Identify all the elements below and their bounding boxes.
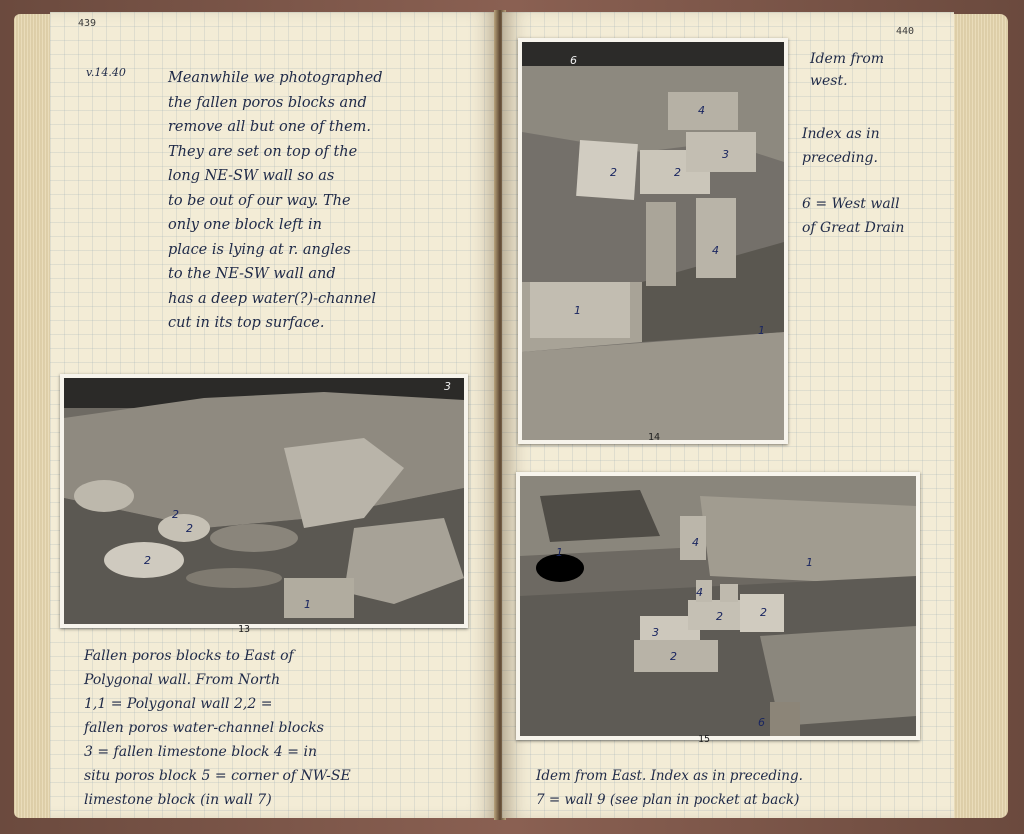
photo-15-number: 15 [698, 734, 711, 745]
entry-date: v.14.40 [86, 66, 126, 79]
svg-text:2: 2 [144, 554, 151, 567]
photo-13-number: 13 [238, 624, 251, 635]
svg-text:6: 6 [570, 54, 577, 67]
photo-15-image [520, 476, 916, 736]
svg-text:2: 2 [670, 650, 677, 663]
svg-text:2: 2 [186, 522, 193, 535]
note-index: Index as in preceding. [802, 126, 880, 166]
page-edges-right [950, 14, 1008, 818]
svg-text:4: 4 [712, 244, 719, 257]
svg-text:3: 3 [652, 626, 659, 639]
svg-text:1: 1 [556, 546, 563, 559]
svg-text:1: 1 [758, 324, 765, 337]
note-idem: Idem from west. [810, 51, 885, 89]
page-number-right: 440 [896, 26, 915, 37]
note-key: 6 = West wall of Great Drain [802, 196, 905, 236]
svg-text:3: 3 [444, 380, 451, 393]
svg-text:6: 6 [758, 716, 765, 729]
page-edges-left [14, 14, 54, 818]
svg-text:2: 2 [674, 166, 681, 179]
svg-text:2: 2 [760, 606, 767, 619]
photo-13-caption: Fallen poros blocks to East of Polygonal wall. From North 1,1 = Polygonal wall 2,2 = fallen poros water-channel blocks 3 = fallen limestone block 4 = in situ poros block 5 = corner of NW-SE limestone block (in wall 7) [84, 648, 351, 808]
svg-text:1: 1 [806, 556, 813, 569]
photo-13-image [64, 378, 464, 624]
photo-14 [518, 38, 788, 444]
photo-13 [60, 374, 468, 628]
svg-text:1: 1 [574, 304, 581, 317]
page-number-left: 439 [78, 18, 97, 29]
svg-text:3: 3 [722, 148, 729, 161]
svg-text:1: 1 [304, 598, 311, 611]
left-page [50, 12, 498, 818]
photo-15-caption: Idem from East. Index as in preceding. 7 = wall 9 (see plan in pocket at back) [536, 768, 803, 808]
photo-14-image [522, 42, 784, 440]
photo-15 [516, 472, 920, 740]
entry-text: Meanwhile we photographed the fallen poros blocks and remove all but one of them. They are set on top of the long NE-SW wall so as to be out of our way. The only one block left in place is lying at r. angles to the NE-SW wall and has a deep water(?)-channel cut in its top surface. [168, 70, 383, 331]
photo-14-number: 14 [648, 432, 661, 443]
svg-text:4: 4 [698, 104, 705, 117]
svg-text:4: 4 [696, 586, 703, 599]
svg-text:4: 4 [692, 536, 699, 549]
svg-text:2: 2 [610, 166, 617, 179]
right-page [502, 12, 954, 818]
svg-text:2: 2 [172, 508, 179, 521]
svg-text:2: 2 [716, 610, 723, 623]
